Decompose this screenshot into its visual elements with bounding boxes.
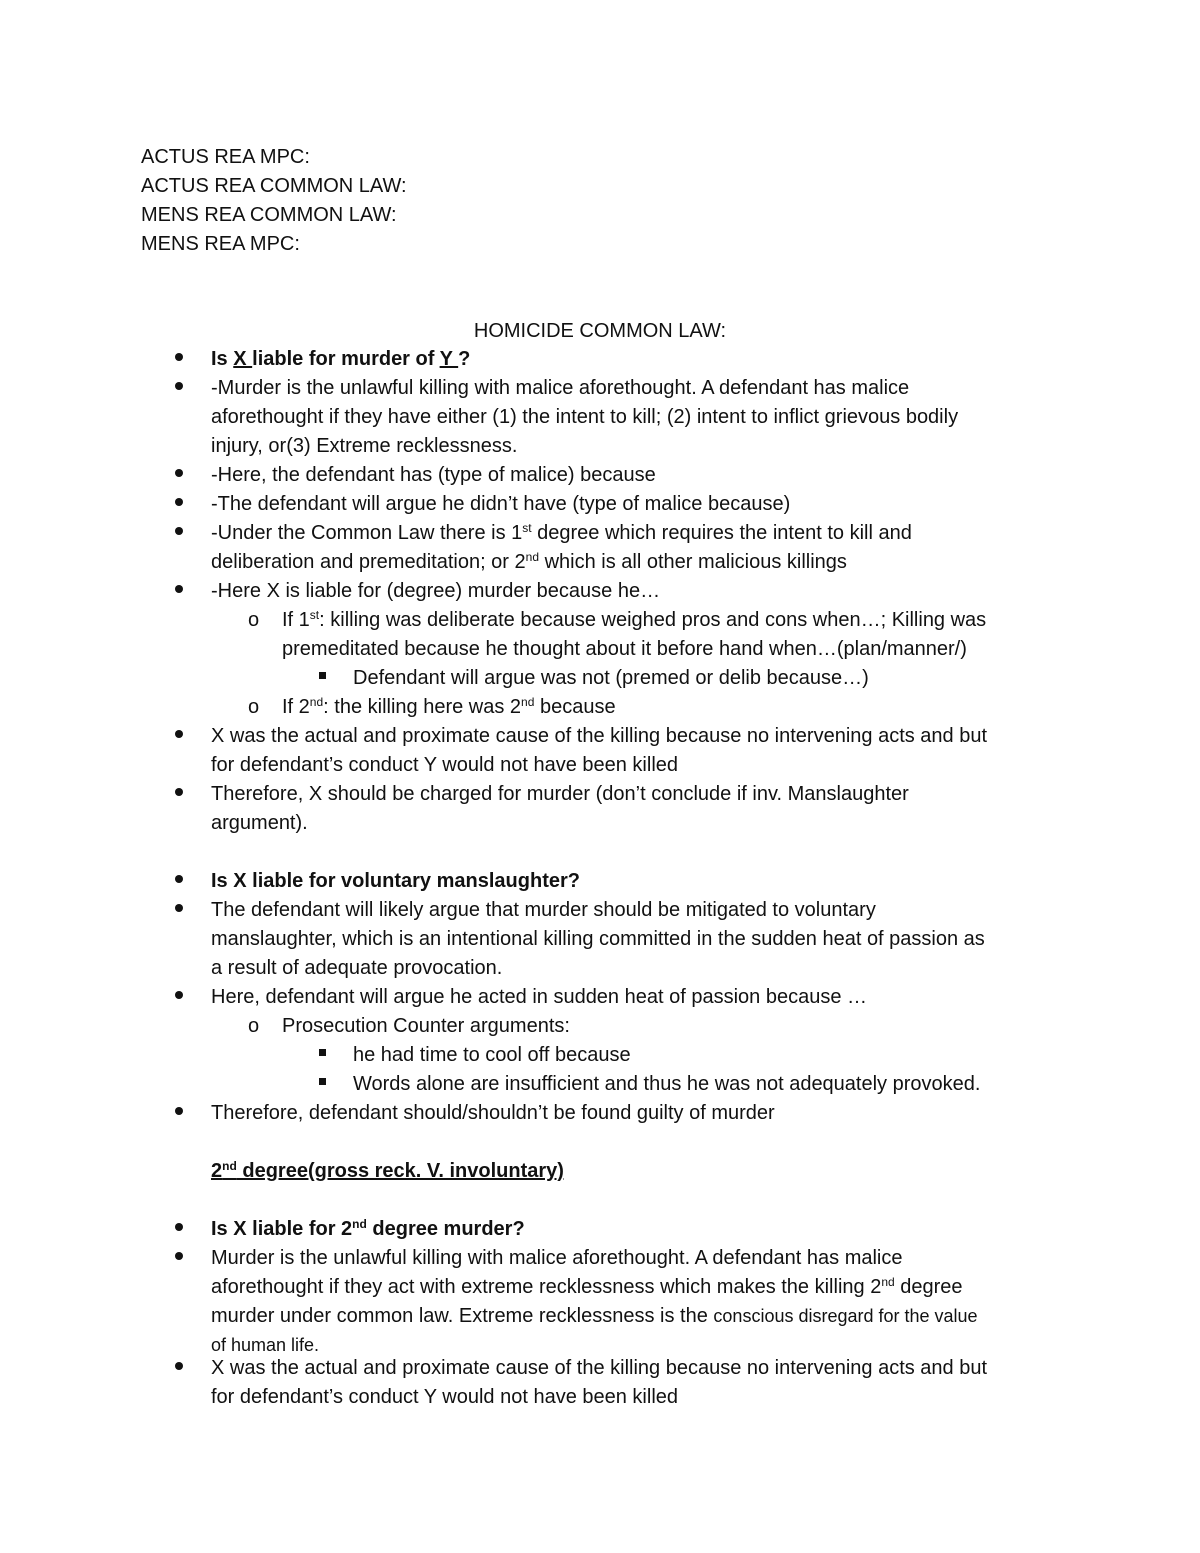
murder-definition-line: aforethought if they have either (1) the intent to kill; (2) intent to inflict grievous bodily [211,406,959,428]
first-degree-text [282,606,986,635]
superscript: nd [881,1275,895,1289]
header-actus-rea-common-law: ACTUS REA COMMON LAW: [141,175,407,197]
cool-off-text: he had time to cool off because [353,1044,631,1066]
bullet-icon [175,875,183,883]
text-run: degree murder? [366,1218,525,1240]
therefore-text: argument). [211,812,308,834]
text-run: aforethought if they act with extreme recklessness which makes the killing 2 [211,1276,882,1298]
text-run: -Under the Common Law there is 1 [211,522,523,544]
bullet-icon [175,498,183,506]
header-mens-rea-common-law: MENS REA COMMON LAW: [141,204,397,226]
superscript: nd [222,1159,237,1173]
header-mens-rea-mpc: MENS REA MPC: [141,233,300,255]
degrees-text [211,548,847,577]
header-actus-rea-mpc: ACTUS REA MPC: [141,146,310,168]
circle-bullet-icon: o [248,609,260,631]
superscript: st [522,521,532,535]
second-degree-definition-line: of human life. [211,1335,320,1355]
text-run: degree(gross reck. V. involuntary) [236,1160,564,1182]
argue-malice-text: -The defendant will argue he didn’t have (type of malice because) [211,493,791,515]
bullet-icon [175,1107,183,1115]
bullet-icon [175,382,183,390]
bullet-icon [175,1223,183,1231]
question-text-x: X [233,348,253,370]
square-bullet-icon [319,1078,326,1085]
bullet-icon [175,1252,183,1260]
second-degree-definition-line [211,1273,963,1302]
superscript: st [309,608,320,622]
counter-arguments-text: Prosecution Counter arguments: [282,1015,570,1037]
circle-bullet-icon: o [248,696,260,718]
murder-definition-line: -Murder is the unlawful killing with malice aforethought. A defendant has malice [211,377,910,399]
text-run: : killing was deliberate because weighed pros and cons when…; Killing was [319,609,987,631]
text-run: degree [894,1276,963,1298]
text-run: conscious disregard for the value [713,1306,978,1326]
section-title-homicide: HOMICIDE COMMON LAW: [473,320,727,342]
question-second-degree [211,1215,525,1244]
superscript: nd [525,550,540,564]
bullet-icon [175,469,183,477]
circle-bullet-icon: o [248,1015,260,1037]
bullet-icon [175,730,183,738]
second-degree-definition-line: Murder is the unlawful killing with malice aforethought. A defendant has malice [211,1247,903,1269]
question-text: Is [211,348,234,370]
murder-definition-line: injury, or(3) Extreme recklessness. [211,435,518,457]
therefore-text: Therefore, X should be charged for murder (don’t conclude if inv. Manslaughter [211,783,909,805]
bullet-icon [175,904,183,912]
words-alone-text: Words alone are insufficient and thus he was not adequately provoked. [353,1073,981,1095]
bullet-icon [175,353,183,361]
square-bullet-icon [319,1049,326,1056]
text-run: 2 [211,1160,223,1182]
text-run: If 1 [282,609,310,631]
text-run: : the killing here was 2 [323,696,522,718]
bullet-icon [175,527,183,535]
causation-text: X was the actual and proximate cause of the killing because no intervening acts and but [211,725,988,747]
superscript: nd [309,695,324,709]
therefore-guilty-text: Therefore, defendant should/shouldn’t be found guilty of murder [211,1102,775,1124]
text-run: which is all other malicious killings [539,551,847,573]
question-text-y: Y [439,348,459,370]
second-degree-definition-line [211,1302,978,1331]
bullet-icon [175,991,183,999]
second-degree-text [282,693,616,722]
question-voluntary-manslaughter: Is X liable for voluntary manslaughter? [211,870,580,892]
causation-text: X was the actual and proximate cause of the killing because no intervening acts and but [211,1357,988,1379]
defendant-argue-text: Defendant will argue was not (premed or delib because…) [353,667,869,689]
superscript: nd [352,1217,367,1231]
heat-of-passion-text: Here, defendant will argue he acted in sudden heat of passion because … [211,986,867,1008]
superscript: nd [521,695,535,709]
section-heading-second-degree [211,1157,564,1186]
bullet-icon [175,1362,183,1370]
text-run: If 2 [282,696,310,718]
here-liable-text: -Here X is liable for (degree) murder because he… [211,580,661,602]
degrees-text [211,519,912,548]
square-bullet-icon [319,672,326,679]
text-run: because [534,696,616,718]
question-text: ? [458,348,471,370]
manslaughter-definition-line: The defendant will likely argue that murder should be mitigated to voluntary [211,899,876,921]
causation-text: for defendant’s conduct Y would not have been killed [211,754,679,776]
manslaughter-definition-line: manslaughter, which is an intentional killing committed in the sudden heat of passion as [211,928,985,950]
text-run: Is X liable for 2 [211,1218,353,1240]
bullet-icon [175,788,183,796]
text-run: degree which requires the intent to kill and [531,522,912,544]
text-run: murder under common law. Extreme recklessness is the [211,1305,714,1327]
bullet-icon [175,585,183,593]
first-degree-text: premeditated because he thought about it before hand when…(plan/manner/) [282,638,967,660]
here-malice-text: -Here, the defendant has (type of malice) because [211,464,656,486]
question-murder [211,345,470,374]
manslaughter-definition-line: a result of adequate provocation. [211,957,503,979]
text-run: deliberation and premeditation; or 2 [211,551,526,573]
causation-text: for defendant’s conduct Y would not have been killed [211,1386,679,1408]
question-text: liable for murder of [252,348,440,370]
